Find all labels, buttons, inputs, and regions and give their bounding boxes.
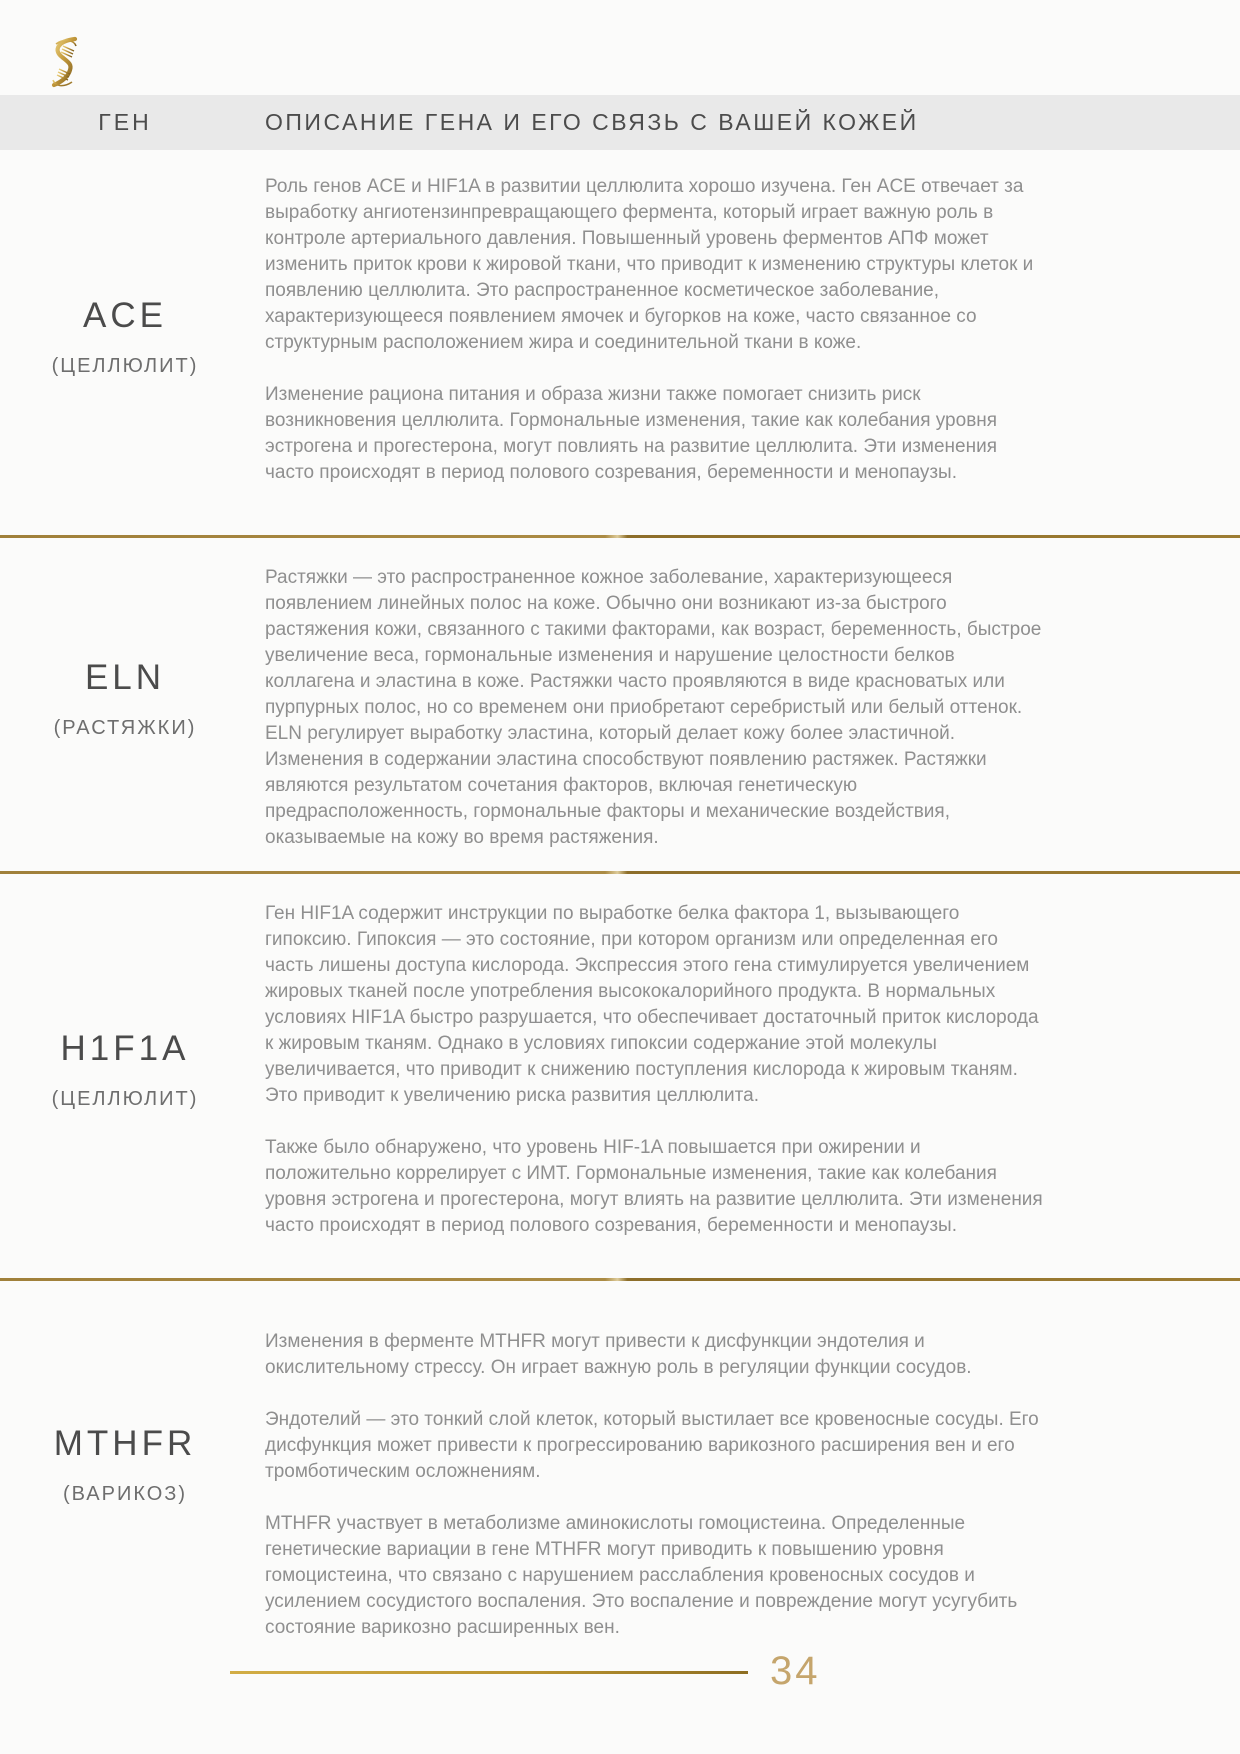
gene-name: ELN xyxy=(84,657,166,697)
gene-description-cell xyxy=(250,538,1240,871)
description-paragraph: Роль генов ACE и HIF1A в развитии целлюлита хорошо изучена. Ген ACE отвечает за выработку ангиотензинпревращающего фермента, который играет важную роль в контроле артериального давления. Повышенный уровень ферментов АПФ может изменить приток крови к жировой ткани, что приводит к изменению структуры клеток и появлению целлюлита. Это распространенное косметическое заболевание, характеризующееся появлением ямочек и бугорков на коже, часто связанное со структурным расположением жира и соединительной ткани в коже. xyxy=(265,176,1034,353)
gene-cell xyxy=(0,1281,250,1661)
table-row-eln xyxy=(0,538,1240,871)
gene-table xyxy=(0,150,1240,1661)
description-paragraph: Изменения в ферменте MTHFR могут привести к дисфункции эндотелия и окислительному стрессу. Он играет важную роль в регуляции функции сосудов. xyxy=(265,1331,972,1378)
table-header xyxy=(0,95,1240,150)
gene-name: H1F1A xyxy=(60,1029,190,1068)
gene-description-cell xyxy=(250,150,1240,535)
description-paragraph: Также было обнаружено, что уровень HIF-1A повышается при ожирении и положительно коррелирует с ИМТ. Гормональные изменения, такие как колебания уровня эстрогена и прогестерона, могут влиять на развитие целлюлита. Эти изменения часто происходят в период полового созревания, беременности и менопаузы. xyxy=(265,1137,1043,1236)
table-row-mthfr xyxy=(0,1281,1240,1661)
gene-cell xyxy=(0,874,250,1278)
gene-cell xyxy=(0,538,250,871)
description-paragraph: MTHFR участвует в метаболизме аминокислоты гомоцистеина. Определенные генетические вариации в гене MTHFR могут приводить к повышению уровня гомоцистеина, что связано с нарушением расслабления кровеносных сосудов и усилением сосудистого воспаления. Это воспаление и повреждение могут усугубить состояние варикозно расширенных вен. xyxy=(265,1513,1018,1638)
description-paragraph: Растяжки — это распространенное кожное заболевание, характеризующееся появлением линейных полос на коже. Обычно они возникают из-за быстрого растяжения кожи, связанного с такими факторами, как возраст, беременность, быстрое увеличение веса, гормональные изменения и нарушение целостности белков коллагена и эластина в коже. Растяжки часто проявляются в виде красноватых или пурпурных полос, но со временем они приобретают серебристый или белый оттенок. ELN регулирует выработку эластина, который делает кожу более эластичной. Изменения в содержании эластина способствуют появлению растяжек. Растяжки являются результатом сочетания факторов, включая генетическую предрасположенность, гормональные факторы и механические воздействия, оказываемые на кожу во время растяжения. xyxy=(265,567,1042,848)
description-paragraph: Ген HIF1A содержит инструкции по выработке белка фактора 1, вызывающего гипоксию. Гипоксия — это состояние, при котором организм или определенная его часть лишены доступа кислорода. Экспрессия этого гена стимулируется увеличением жировых тканей после употребления высококалорийного продукта. В нормальных условиях HIF1A быстро разрушается, что обеспечивает достаточный приток кислорода к жировым тканям. Однако в условиях гипоксии содержание этой молекулы увеличивается, что приводит к снижению поступления кислорода к жировым тканям. Это приводит к увеличению риска развития целлюлита. xyxy=(265,903,1039,1106)
gene-name: ACE xyxy=(83,295,167,335)
gene-condition-tag: (ЦЕЛЛЮЛИТ) xyxy=(51,354,199,377)
gene-condition-tag: (РАСТЯЖКИ) xyxy=(53,716,197,739)
gene-condition-tag: (ЦЕЛЛЮЛИТ) xyxy=(51,1088,199,1110)
page-footer xyxy=(0,1650,1240,1700)
description-paragraph: Изменение рациона питания и образа жизни также помогает снизить риск возникновения целлюлита. Гормональные изменения, такие как колебания уровня эстрогена и прогестерона, могут повлиять на развитие целлюлита. Эти изменения часто происходят в период полового созревания, беременности и менопаузы. xyxy=(265,384,998,483)
dna-helix-icon xyxy=(48,36,84,90)
footer-rule xyxy=(230,1671,748,1674)
gene-description-cell xyxy=(250,1281,1240,1661)
gene-name: MTHFR xyxy=(53,1424,197,1463)
gene-description-cell xyxy=(250,874,1240,1278)
table-row-h1f1a xyxy=(0,874,1240,1278)
column-header-gene: ГЕН xyxy=(98,109,152,135)
brand-logo xyxy=(48,36,84,90)
column-header-description: ОПИСАНИЕ ГЕНА И ЕГО СВЯЗЬ С ВАШЕЙ КОЖЕЙ xyxy=(265,109,919,135)
gene-cell xyxy=(0,150,250,535)
description-paragraph: Эндотелий — это тонкий слой клеток, который выстилает все кровеносные сосуды. Его дисфункция может привести к прогрессированию варикозного расширения вен и его тромботическим осложнениям. xyxy=(265,1409,1039,1482)
gene-condition-tag: (ВАРИКОЗ) xyxy=(62,1483,188,1505)
table-row-ace xyxy=(0,150,1240,535)
page-number: 34 xyxy=(770,1649,821,1693)
